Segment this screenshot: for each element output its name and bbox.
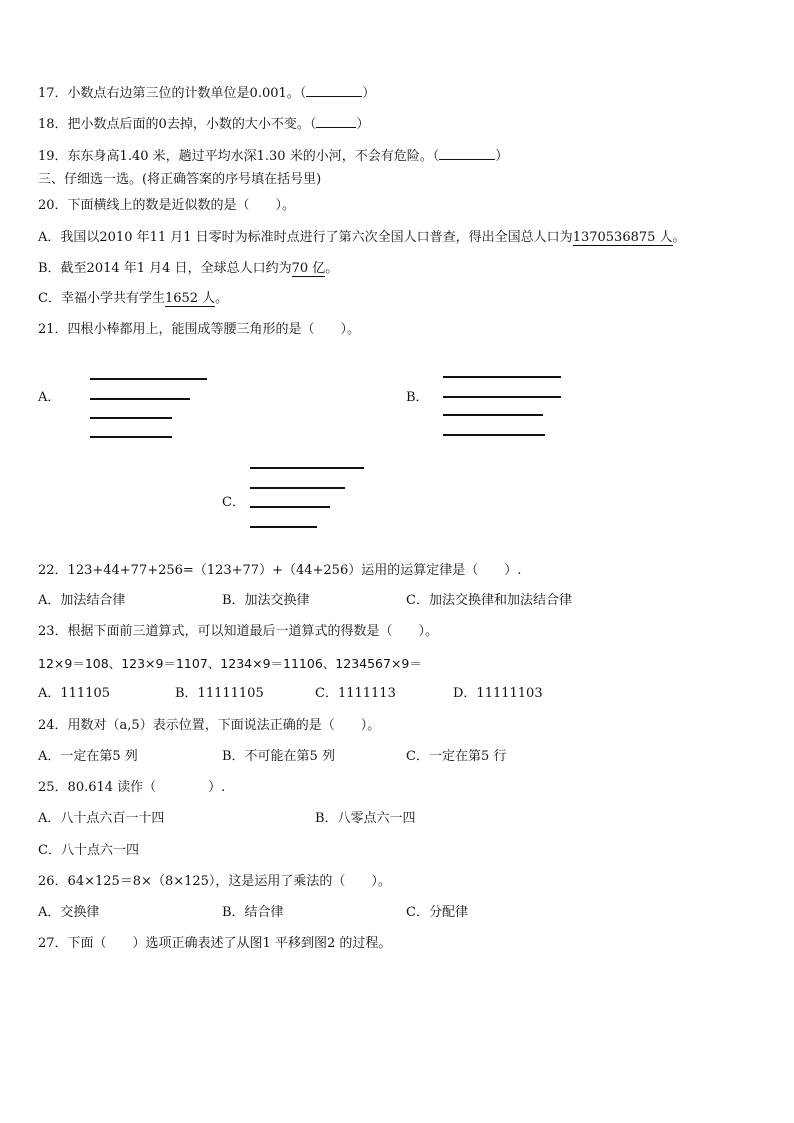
answer-blank-18[interactable] — [316, 115, 356, 128]
question-22-option-c[interactable]: C．加法交换律和加法结合律 — [406, 593, 572, 608]
question-24-option-c[interactable]: C．一定在第5 行 — [406, 749, 507, 764]
question-21-option-a-label[interactable]: A． — [38, 390, 61, 405]
question-23-option-d[interactable]: D．11111103 — [453, 686, 543, 701]
stick — [250, 487, 345, 489]
question-24-option-a[interactable]: A．一定在第5 列 — [38, 749, 138, 764]
question-18: 18．把小数点后面的0去掉，小数的大小不变。（ ） — [38, 117, 370, 132]
stick — [90, 417, 172, 419]
question-22-option-a[interactable]: A．加法结合律 — [38, 593, 126, 608]
stick — [250, 506, 330, 508]
stick — [250, 526, 317, 528]
question-26-option-b[interactable]: B．结合律 — [222, 905, 284, 920]
question-26-option-c[interactable]: C．分配律 — [406, 905, 468, 920]
question-17: 17．小数点右边第三位的计数单位是0.001。（ ） — [38, 86, 376, 101]
question-21-option-b-label[interactable]: B． — [406, 390, 429, 405]
question-20-stem: 20．下面横线上的数是近似数的是（ ）。 — [38, 198, 296, 213]
stick — [443, 376, 561, 378]
question-17-text: 17．小数点右边第三位的计数单位是0.001。（ — [38, 86, 307, 101]
question-23-stem: 23．根据下面前三道算式，可以知道最后一道算式的得数是（ ）。 — [38, 624, 439, 639]
question-24-stem: 24．用数对（a,5）表示位置，下面说法正确的是（ ）。 — [38, 718, 381, 733]
underlined-number: 1652 人 — [164, 291, 216, 306]
stick — [250, 467, 364, 469]
question-22-stem: 22．123+44+77+256=（123+77）+（44+256）运用的运算定律是（ ）. — [38, 563, 522, 578]
question-27-stem: 27．下面（ ）选项正确表述了从图1 平移到图2 的过程。 — [38, 936, 392, 951]
stick — [90, 436, 172, 438]
answer-blank-17[interactable] — [306, 84, 362, 97]
underlined-number: 70 亿 — [291, 261, 326, 276]
question-24-option-b[interactable]: B．不可能在第5 列 — [222, 749, 335, 764]
question-23-option-a[interactable]: A．111105 — [38, 686, 111, 701]
question-21-stem: 21．四根小棒都用上，能围成等腰三角形的是（ ）。 — [38, 322, 361, 337]
question-26-stem: 26．64×125＝8×（8×125），这是运用了乘法的（ ）。 — [38, 874, 391, 889]
underlined-number: 1370536875 人 — [572, 230, 673, 245]
question-20-option-c[interactable]: C．幸福小学共有学生1652 人。 — [38, 291, 229, 306]
question-23-formula: 12×9＝108、123×9＝1107、1234×9＝11106、1234567×9＝ — [38, 656, 422, 671]
question-20-option-a[interactable]: A．我国以2010 年11 月1 日零时为标准时点进行了第六次全国人口普查，得出全国总人口为1370536875 人。 — [38, 230, 686, 245]
question-25-stem: 25．80.614 读作（ ）. — [38, 780, 226, 795]
question-25-option-c[interactable]: C．八十点六一四 — [38, 843, 139, 858]
question-23-option-c[interactable]: C．1111113 — [315, 686, 396, 701]
question-25-option-b[interactable]: B．八零点六一四 — [315, 811, 416, 826]
question-26-option-a[interactable]: A．交换律 — [38, 905, 100, 920]
question-22-option-b[interactable]: B．加法交换律 — [222, 593, 310, 608]
question-25-option-a[interactable]: A．八十点六百一十四 — [38, 811, 165, 826]
section-3-heading: 三、仔细选一选。(将正确答案的序号填在括号里) — [38, 172, 322, 187]
question-21-option-c-label[interactable]: C． — [222, 495, 245, 510]
stick — [443, 414, 543, 416]
stick — [90, 378, 207, 380]
stick — [443, 434, 545, 436]
stick — [443, 396, 561, 398]
question-18-text: 18．把小数点后面的0去掉，小数的大小不变。（ — [38, 117, 317, 132]
stick — [90, 398, 190, 400]
question-19: 19．东东身高1.40 米，趟过平均水深1.30 米的小河，不会有危险。（ ） — [38, 149, 509, 164]
question-19-text: 19．东东身高1.40 米，趟过平均水深1.30 米的小河，不会有危险。（ — [38, 149, 440, 164]
question-20-option-b[interactable]: B．截至2014 年1 月4 日，全球总人口约为70 亿。 — [38, 261, 339, 276]
answer-blank-19[interactable] — [439, 147, 495, 160]
question-23-option-b[interactable]: B．11111105 — [175, 686, 264, 701]
